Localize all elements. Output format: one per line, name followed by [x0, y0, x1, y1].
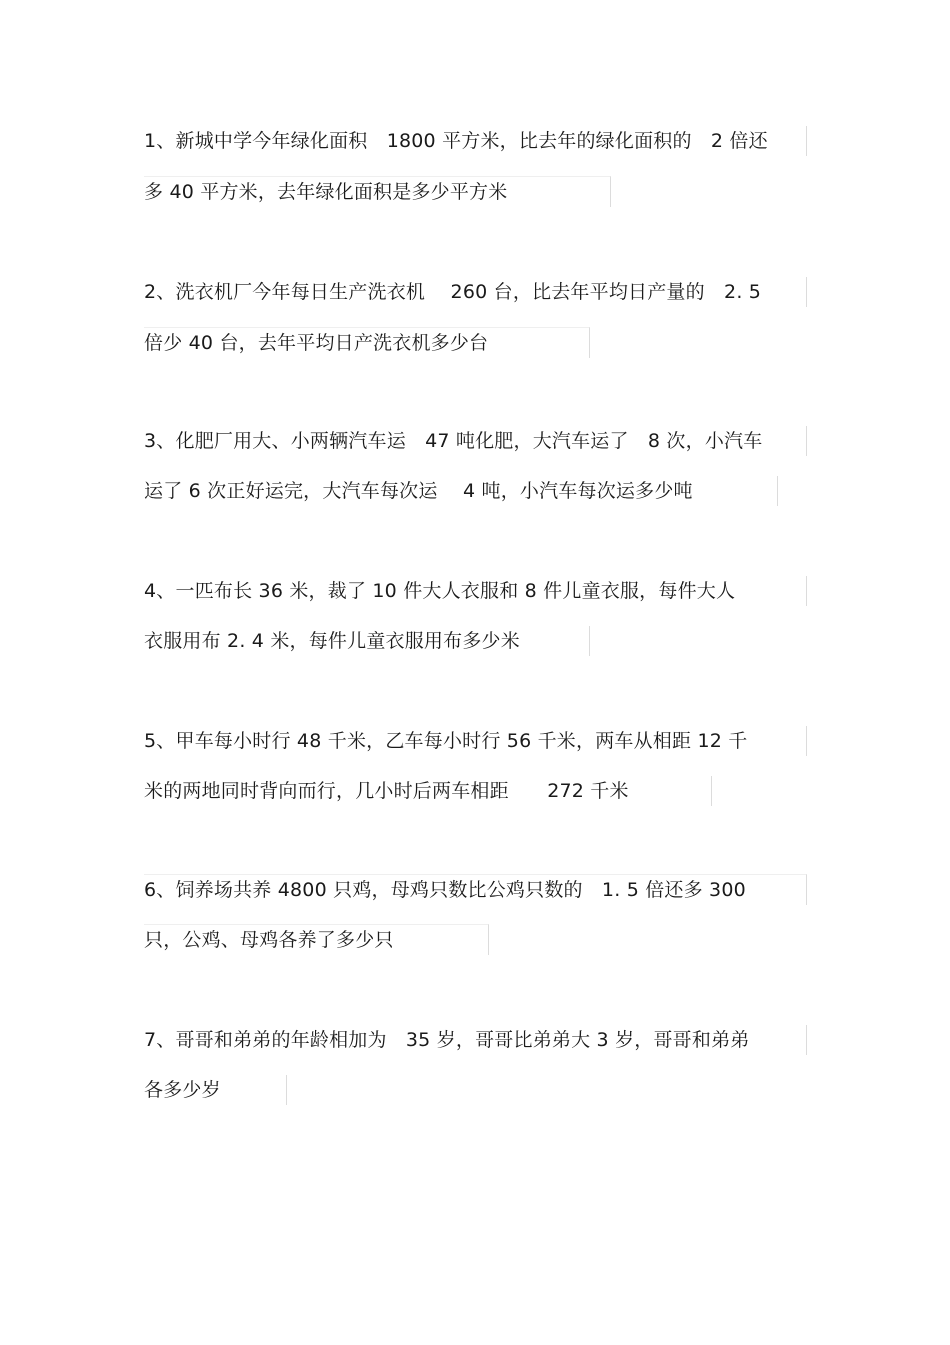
- problem-2-line-1: 2、洗衣机厂今年每日生产洗衣机 260 台，比去年平均日产量的 2. 5: [144, 277, 807, 307]
- problem-1: [144, 126, 808, 236]
- problem-7: [144, 1025, 808, 1135]
- problem-2-line-2: 倍少 40 台，去年平均日产洗衣机多少台: [144, 327, 590, 358]
- problem-4-line-2: 衣服用布 2. 4 米，每件儿童衣服用布多少米: [144, 626, 590, 656]
- problem-5-line-1: 5、甲车每小时行 48 千米，乙车每小时行 56 千米，两车从相距 12 千: [144, 726, 807, 756]
- problem-3-line-2: 运了 6 次正好运完，大汽车每次运 4 吨，小汽车每次运多少吨: [144, 476, 778, 506]
- problem-6-line-2: 只，公鸡、母鸡各养了多少只: [144, 924, 489, 955]
- problem-5-line-2: 米的两地同时背向而行，几小时后两车相距 272 千米: [144, 776, 712, 806]
- problem-7-line-2: 各多少岁: [144, 1075, 287, 1105]
- problem-6: [144, 874, 808, 984]
- problem-4: [144, 576, 808, 686]
- problem-1-line-1: 1、新城中学今年绿化面积 1800 平方米，比去年的绿化面积的 2 倍还: [144, 126, 807, 156]
- problem-7-line-1: 7、哥哥和弟弟的年龄相加为 35 岁，哥哥比弟弟大 3 岁，哥哥和弟弟: [144, 1025, 807, 1055]
- problem-2: [144, 277, 808, 387]
- problem-1-line-2: 多 40 平方米，去年绿化面积是多少平方米: [144, 176, 611, 207]
- problem-3-line-1: 3、化肥厂用大、小两辆汽车运 47 吨化肥，大汽车运了 8 次，小汽车: [144, 426, 807, 456]
- problem-5: [144, 726, 808, 836]
- problem-4-line-1: 4、一匹布长 36 米，裁了 10 件大人衣服和 8 件儿童衣服，每件大人: [144, 576, 807, 606]
- problem-6-line-1: 6、饲养场共养 4800 只鸡，母鸡只数比公鸡只数的 1. 5 倍还多 300: [144, 874, 807, 905]
- problem-3: [144, 426, 808, 536]
